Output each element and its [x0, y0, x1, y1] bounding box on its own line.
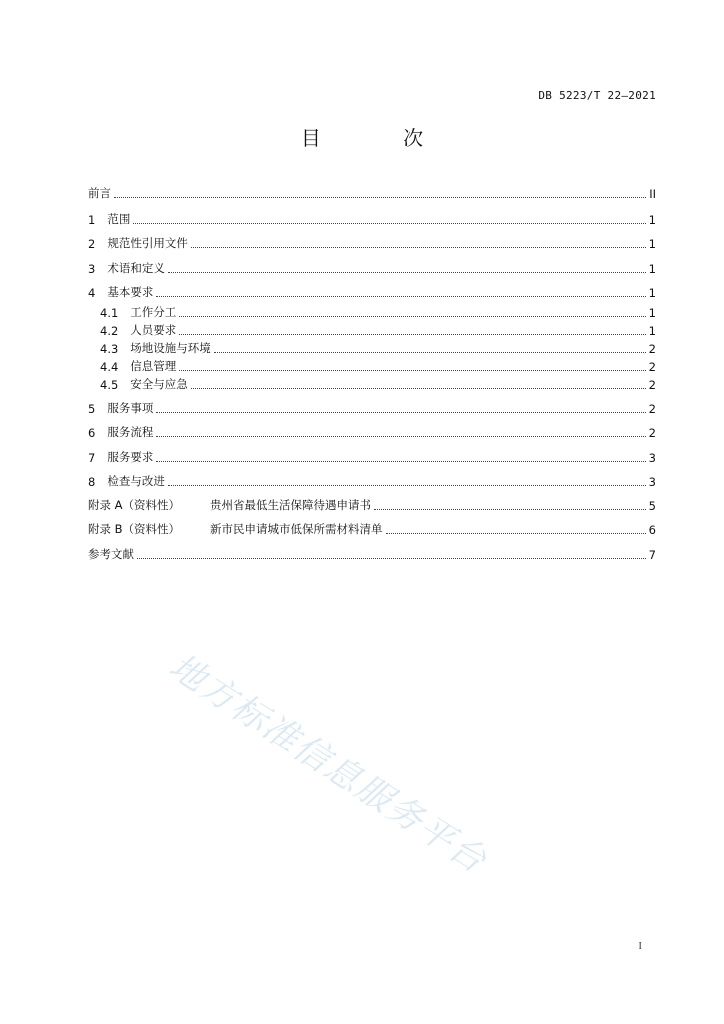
toc-page-number: 2 [648, 402, 656, 416]
toc-entry[interactable] [88, 546, 656, 562]
toc-leader-dots [137, 557, 646, 559]
toc-entry-label: 新市民申请城市低保所需材料清单 [210, 522, 383, 536]
toc-page-number: 7 [648, 548, 656, 562]
toc-page-number: 5 [648, 499, 656, 513]
toc-entry-number: 4.3 [100, 342, 119, 356]
toc-leader-dots [114, 196, 646, 198]
toc-leader-dots [374, 508, 646, 510]
document-code: DB 5223/T 22—2021 [538, 89, 656, 102]
toc-entry-label: 工作分工 [130, 305, 177, 319]
toc-leader-dots [191, 246, 646, 248]
toc-page-number: 2 [648, 342, 656, 356]
toc-entry-label: 人员要求 [130, 323, 177, 337]
toc-entry-number: 8 [88, 475, 96, 489]
page-number-footer: I [638, 940, 642, 952]
toc-leader-dots [133, 222, 645, 224]
toc-entry-number: 6 [88, 426, 96, 440]
toc-entry-number: 1 [88, 213, 96, 227]
toc-leader-dots [156, 411, 645, 413]
toc-entry-label: 服务要求 [107, 450, 154, 464]
toc-entry[interactable] [88, 235, 656, 251]
toc-entry[interactable] [88, 284, 656, 300]
toc-page-number: 2 [648, 360, 656, 374]
toc-page-number: 1 [648, 306, 656, 320]
toc-title: 目 次 [300, 126, 462, 150]
toc-leader-dots [386, 532, 646, 534]
toc-entry-number: 5 [88, 402, 96, 416]
toc-leader-dots [156, 435, 645, 437]
toc-entry-label: 服务事项 [107, 401, 154, 415]
toc-page-number: 1 [648, 262, 656, 276]
toc-entry-label: 检查与改进 [107, 474, 165, 488]
toc-entry-label: 术语和定义 [107, 261, 165, 275]
toc-entry-label: 安全与应急 [130, 377, 188, 391]
toc-entry[interactable] [88, 449, 656, 465]
toc-entry[interactable] [100, 322, 656, 338]
toc-leader-dots [168, 484, 646, 486]
toc-entry[interactable] [88, 400, 656, 416]
toc-entry[interactable] [88, 211, 656, 227]
toc-entry-number: 4.2 [100, 324, 119, 338]
toc-entry-label: 基本要求 [107, 285, 154, 299]
toc-leader-dots [179, 333, 645, 335]
toc-entry[interactable] [88, 497, 656, 513]
toc-entry[interactable] [100, 358, 656, 374]
toc-entry-number: 7 [88, 451, 96, 465]
appendix-number: 附录 B（资料性） [88, 522, 181, 536]
toc-entry[interactable] [88, 185, 656, 201]
toc-entry-number: 4 [88, 286, 96, 300]
toc-entry-label: 规范性引用文件 [107, 236, 188, 250]
toc-entry[interactable] [88, 521, 656, 537]
toc-entry[interactable] [100, 304, 656, 320]
toc-leader-dots [156, 460, 645, 462]
toc-leader-dots [179, 369, 645, 371]
toc-leader-dots [179, 315, 645, 317]
toc-page-number: 3 [648, 451, 656, 465]
toc-entry-label: 服务流程 [107, 425, 154, 439]
toc-page-number: 2 [648, 426, 656, 440]
toc-entry-number: 4.5 [100, 378, 119, 392]
toc-entry-number: 2 [88, 237, 96, 251]
toc-entry[interactable] [100, 376, 656, 392]
toc-entry-number: 4.4 [100, 360, 119, 374]
toc-entry-label: 前言 [88, 186, 111, 200]
toc-page-number: 3 [648, 475, 656, 489]
toc-leader-dots [214, 351, 646, 353]
toc-entry-label: 场地设施与环境 [130, 341, 211, 355]
toc-page-number: 1 [648, 324, 656, 338]
toc-entry[interactable] [88, 473, 656, 489]
toc-page-number: 2 [648, 378, 656, 392]
toc-page-number: 1 [648, 237, 656, 251]
toc-entry-label: 参考文献 [88, 547, 134, 561]
toc-page-number: 6 [648, 523, 656, 537]
toc-leader-dots [191, 387, 646, 389]
toc-page-number: II [649, 187, 656, 201]
toc-page-number: 1 [648, 286, 656, 300]
toc-entry[interactable] [88, 260, 656, 276]
appendix-number: 附录 A（资料性） [88, 498, 181, 512]
toc-entry-label: 范围 [107, 212, 131, 226]
toc-entry-label: 贵州省最低生活保障待遇申请书 [210, 498, 372, 512]
toc-entry-number: 4.1 [100, 306, 119, 320]
toc-leader-dots [168, 271, 646, 273]
watermark: 地方标准信息服务平台 [161, 646, 494, 882]
toc-entry[interactable] [100, 340, 656, 356]
toc-leader-dots [156, 295, 645, 297]
toc-entry-label: 信息管理 [130, 359, 177, 373]
toc-entry-number: 3 [88, 262, 96, 276]
toc-page-number: 1 [648, 213, 656, 227]
toc-entry[interactable] [88, 424, 656, 440]
